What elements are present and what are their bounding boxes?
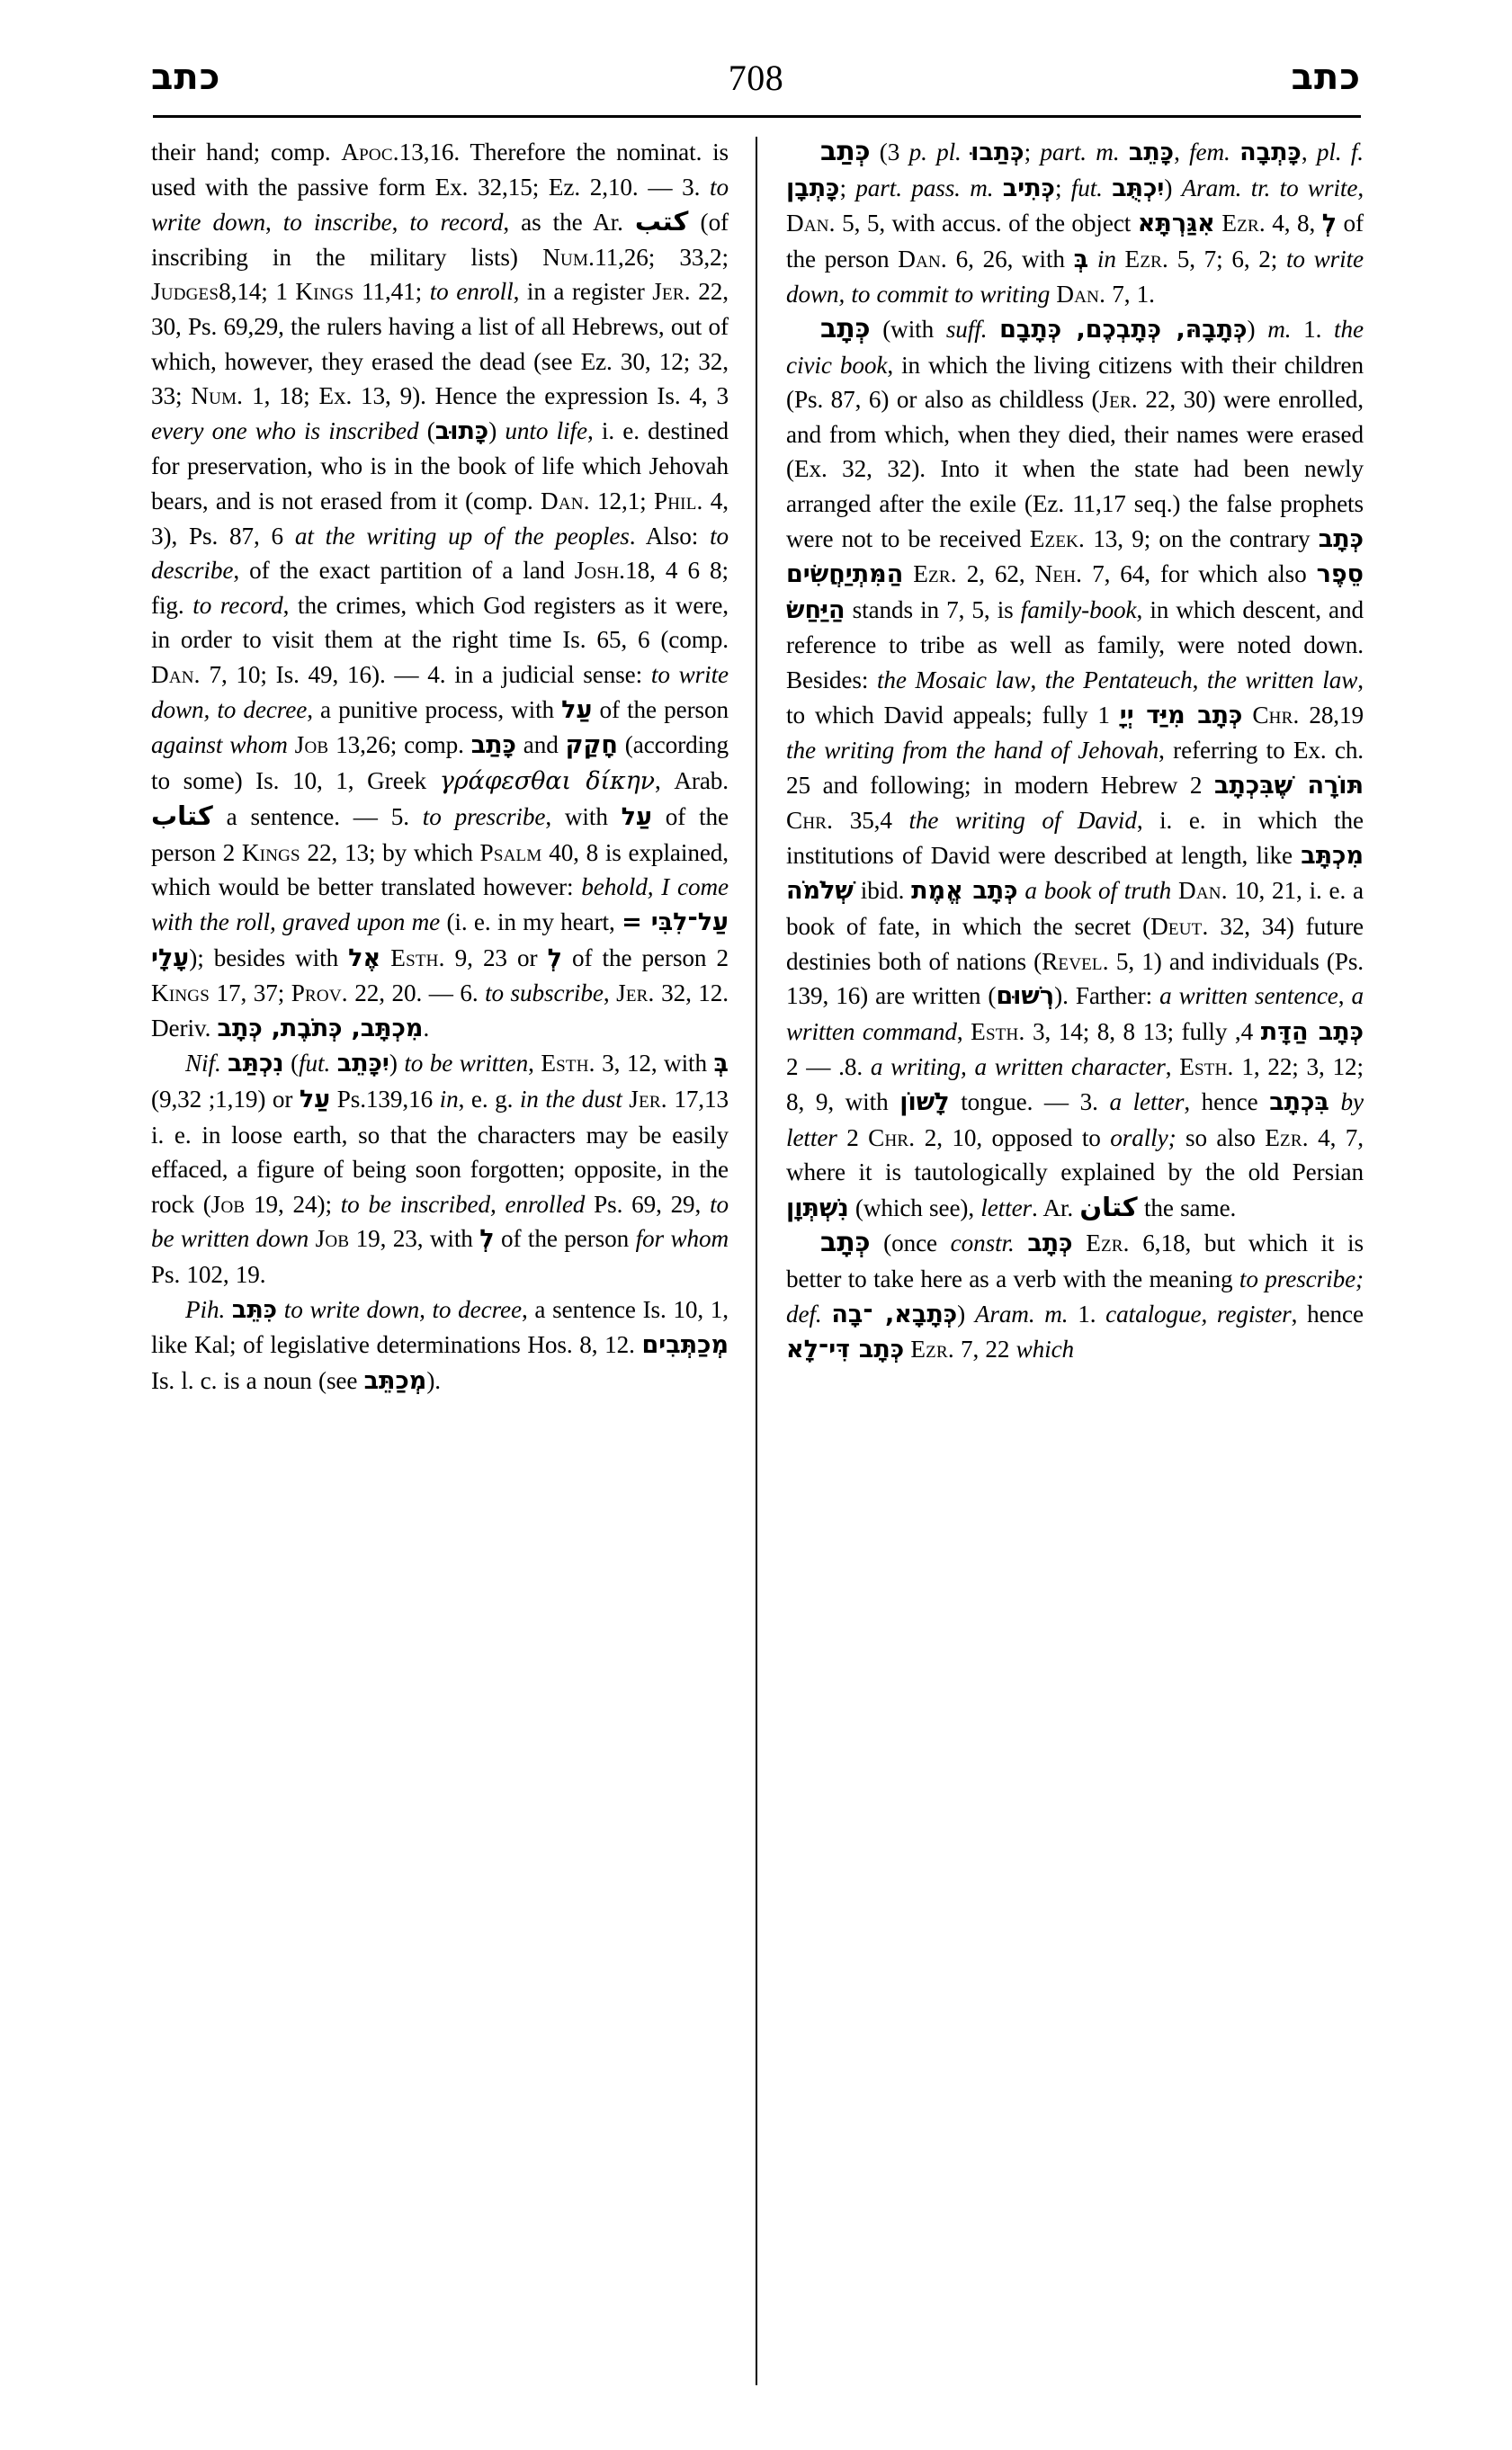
text-run: 1. [1291, 315, 1335, 343]
text-run: כְּתַב [820, 136, 871, 167]
page-number: 708 [728, 58, 784, 98]
text-run: , [265, 209, 283, 237]
text-run: Ezr. [913, 560, 957, 588]
text-run: רְשׁוּם [996, 982, 1055, 1011]
text-run: כְּתָב הַדָּת [1260, 1017, 1364, 1046]
text-run: , [391, 209, 410, 237]
text-run: of the person [786, 210, 1364, 273]
text-run: מְכַתְּבִים [641, 1331, 729, 1360]
text-run: Jer. [652, 278, 691, 306]
text-run: the writing of David [908, 807, 1137, 835]
text-run [380, 944, 390, 971]
text-run: , i. e. in which the institutions of David were described at length, like [786, 807, 1364, 869]
text-run: , [1030, 666, 1045, 693]
text-run: 32, 34) future destinies both of nations ( [786, 913, 1364, 975]
text-run: a written command [786, 982, 1364, 1045]
text-run: 7, 64, for which also [1082, 560, 1317, 588]
text-run: Deut. [1150, 913, 1209, 941]
text-run: 1, 22; 3, 12; 8, 9, with [786, 1053, 1364, 1116]
running-head-hebrew-right: כתב [1291, 57, 1361, 98]
text-run [330, 1050, 337, 1077]
text-run [1088, 246, 1097, 273]
text-run: , hence [1291, 1300, 1364, 1328]
text-run: 32, 12. Deriv. [151, 979, 729, 1042]
text-run: , [1165, 1053, 1180, 1081]
text-run: כְּתָב מִיַּד יְיָ [1119, 701, 1243, 729]
text-run: catalogue, register [1105, 1300, 1292, 1328]
text-run: a written sentence [1159, 982, 1338, 1010]
text-run: Phil. [653, 487, 703, 514]
entry-paragraph-ketab-noun [786, 312, 1364, 1226]
entry-paragraph-kal-continued [151, 135, 729, 1046]
text-run: Aram. m. [974, 1300, 1069, 1328]
text-run: the Pentateuch [1044, 666, 1193, 693]
text-run: , [1192, 666, 1207, 693]
text-run: ( [418, 416, 435, 444]
text-run: , in which the living citizens with their children (Ps. 87, 6) or also as childless ( [786, 351, 1364, 414]
text-run: אֶל [348, 943, 381, 972]
text-run: every one who is inscribed [151, 416, 419, 444]
text-run: to be written [404, 1050, 529, 1077]
text-run: Josh. [574, 557, 626, 585]
text-run: orally; [1110, 1123, 1176, 1151]
text-run: כָּתְבָן [786, 174, 840, 202]
text-run: to write down, to commit to writing [786, 245, 1364, 308]
text-run: Ps. 69, 29, [585, 1190, 711, 1218]
text-run: ; [1054, 174, 1071, 201]
text-run: Ps.139,16 [330, 1086, 440, 1113]
text-run: , the crimes, which God registers as it were, in order to visit them at the right time Is. 65, 6 (comp. [151, 591, 729, 654]
text-run: to inscribe [282, 209, 392, 237]
text-run: כָּתַב [470, 731, 516, 760]
text-run [822, 1301, 832, 1328]
text-run: . Ar. [1032, 1194, 1080, 1221]
text-run: 8,14; 1 [219, 278, 296, 306]
text-run: 6,18, but which it is better to take here as a verb with the meaning [786, 1229, 1364, 1292]
text-run: كتاب [151, 800, 213, 832]
text-run [277, 1296, 284, 1323]
text-run: . [423, 1014, 430, 1042]
text-run: Dan. [898, 245, 947, 273]
text-run: , [1357, 174, 1364, 201]
text-run: 11,26; 33,2; [595, 243, 729, 271]
text-run [225, 1296, 232, 1323]
text-run: Ezr. [1086, 1229, 1130, 1257]
text-run: עַל [299, 1086, 331, 1114]
text-run: 1, 18; Ex. 13, 9). Hence the expression Is. 4, 3 [243, 382, 729, 410]
text-run: Kings [241, 838, 300, 866]
text-run: Neh. [1034, 560, 1083, 588]
text-run: כְּתִיב [1002, 174, 1055, 202]
text-run: , [528, 1050, 541, 1077]
text-run: כְּתָב [820, 1227, 871, 1259]
text-run: so also [1176, 1123, 1266, 1151]
text-run: to record [192, 591, 283, 619]
text-run: Is. l. c. is a noun (see [151, 1366, 364, 1394]
text-run: כְּתָב אֱמֶת [911, 877, 1018, 906]
text-run: Judges [151, 278, 219, 306]
text-run: 7, 22 [953, 1336, 1016, 1364]
text-run: בְּ [713, 1050, 729, 1078]
text-run: 4, 3), Ps. 87, 6 [151, 487, 729, 550]
text-run: Job [210, 1190, 246, 1218]
text-run: יִכָּתֵב [336, 1050, 389, 1078]
text-run [993, 174, 1002, 201]
text-run: (3 [870, 139, 909, 165]
text-run: , Arab. [655, 766, 729, 794]
text-run: to write down [151, 173, 729, 237]
text-run: behold, I come with the roll, graved upon me [151, 873, 729, 936]
text-run: (i. e. in my heart, [440, 908, 622, 936]
text-run: , [1338, 982, 1352, 1010]
text-run: , [1174, 139, 1190, 165]
text-run: a writing, a written character [870, 1053, 1166, 1081]
text-run: 6, 26, with [946, 245, 1074, 273]
text-run: Ezr. [910, 1336, 954, 1364]
text-run: חָקַק [565, 731, 618, 760]
text-run: , with [545, 803, 622, 831]
text-run: stands in 7, 5, is [845, 595, 1021, 623]
text-run: מְכַתֵּב [363, 1366, 427, 1395]
text-run [288, 731, 295, 758]
text-run: ) [957, 1300, 975, 1328]
text-run: סֵפֶר הַיַּחַשׂ [786, 560, 1364, 624]
text-run: their hand; comp. [151, 139, 342, 165]
text-run: 17, 37; [209, 979, 291, 1007]
text-run: לָשׁוֹן [899, 1088, 950, 1117]
text-run: (according to some) Is. 10, 1, Greek [151, 731, 729, 794]
running-head [151, 59, 1361, 113]
text-run: 2 [837, 1123, 869, 1151]
text-run: constr. [950, 1229, 1015, 1257]
text-run: to write down, to decree [151, 660, 729, 723]
text-run: נִכְתַּב [228, 1050, 284, 1078]
text-run: 1 [1097, 701, 1253, 729]
text-run: to be written down [151, 1190, 729, 1253]
running-head-hebrew-left: כתב [151, 57, 221, 98]
text-run: 2, 62, [956, 560, 1035, 588]
text-run: Pih. [185, 1295, 226, 1323]
text-run: כְּתָב [820, 312, 871, 344]
text-run: 22, 20. — 6. [347, 979, 486, 1007]
text-run: of the person 2 [151, 803, 729, 866]
text-run: Ezr. [1221, 210, 1266, 237]
text-run: to describe [151, 522, 729, 585]
text-run: to write down, to decree [283, 1295, 522, 1323]
text-run: Jer. [629, 1086, 667, 1113]
text-run: ibid. [853, 877, 912, 905]
left-column [151, 135, 732, 2392]
text-run: 2, 10, opposed to [915, 1123, 1111, 1151]
text-run: Dan. [151, 660, 201, 688]
text-run: כָּתְבָה [1239, 139, 1302, 166]
text-run: , as the Ar. [503, 209, 635, 237]
text-run: Apoc. [341, 139, 399, 165]
text-run: עַל [621, 803, 652, 832]
right-column [781, 135, 1364, 2392]
text-run: 7, 1. [1105, 281, 1155, 308]
text-run: Chr. [868, 1123, 916, 1151]
text-run: Ezr. [1124, 245, 1169, 273]
text-run: 3, 12, with [595, 1050, 714, 1077]
text-run: Job [294, 731, 329, 759]
text-run: to prescribe; def. [786, 1265, 1364, 1328]
text-run: Esth. [1179, 1053, 1234, 1081]
text-run [1171, 877, 1178, 904]
text-run: and [515, 731, 566, 759]
text-run: 7, 10; Is. 49, 16). — 4. in a judicial sense: [200, 660, 651, 688]
text-run: Dan. [541, 487, 590, 514]
text-run: , a punitive process, with [307, 695, 562, 723]
header-rule [153, 115, 1361, 118]
text-run: ; [1024, 139, 1041, 165]
text-run: (with [870, 315, 946, 343]
text-run: עַל־לִבִּי = עָלָי [151, 908, 729, 972]
text-run: Kings [151, 979, 210, 1007]
text-run: כָּתֵב [1128, 139, 1175, 166]
text-run: 17,13 i. e. in loose earth, so that the characters may be easily effaced, a figure of being soon forgotten; opposite, in the rock ( [151, 1086, 729, 1218]
text-run: ) [488, 416, 505, 444]
entry-paragraph-aramaic-verb [786, 135, 1364, 312]
text-run: (once [870, 1229, 951, 1257]
text-run: suff. [945, 315, 988, 343]
text-run: by letter [786, 1088, 1364, 1151]
text-run: Psalm [479, 838, 542, 866]
text-run: כְּתַבוּ [971, 139, 1024, 166]
text-run: in the dust [519, 1086, 622, 1113]
text-run: for whom [635, 1225, 729, 1253]
text-run: Esth. [541, 1050, 595, 1077]
text-run: Chr. [786, 807, 834, 835]
text-run: 10, 21, i. e. a book of fate, in which the secret ( [786, 877, 1364, 941]
text-run: , i. e. destined for preservation, who is in the book of life which Jehovah bears, and is not erased from it (comp. [151, 416, 729, 514]
entry-paragraph-piel [151, 1292, 729, 1399]
text-run: the writing from the hand of Jehovah [786, 737, 1159, 765]
text-run: 19, 23, with [349, 1225, 480, 1253]
text-run: كتب [634, 206, 689, 237]
text-run: 4, 8, [1265, 210, 1322, 237]
text-run: 11,41; [353, 278, 430, 306]
text-run: Kings [295, 278, 354, 306]
text-run: Dan. [1056, 281, 1106, 308]
text-run: of the person 2 [561, 943, 729, 971]
text-run [1103, 174, 1112, 201]
text-run: Num. [191, 382, 244, 410]
entry-paragraph-niphal [151, 1046, 729, 1292]
text-run: كتان [1079, 1191, 1138, 1222]
text-run: fut. [1070, 174, 1103, 201]
text-run [1230, 139, 1239, 165]
text-run: γράφεσθαι δίκην [439, 766, 655, 795]
text-run: כִּתֵּב [231, 1295, 278, 1324]
text-run: to be inscribed, enrolled [340, 1190, 586, 1218]
text-run: the Mosaic law [876, 666, 1031, 693]
text-run: which [1015, 1336, 1075, 1364]
text-run: נִשְׁתְּוָן [786, 1194, 849, 1222]
text-run: against whom [151, 731, 288, 759]
text-run: ; [839, 174, 856, 201]
text-run: Ezr. [1265, 1123, 1309, 1151]
text-run: מִכְתָּב שְׁלֹמֹה [786, 841, 1364, 906]
text-run [309, 1225, 315, 1252]
text-run: in [439, 1086, 459, 1113]
text-run: fem. [1189, 139, 1230, 165]
text-run: a letter [1109, 1088, 1185, 1116]
text-run: ). [426, 1366, 441, 1394]
text-run [1073, 1229, 1087, 1256]
text-run: 40, 8 is explained, which would be better translated however: [151, 838, 729, 901]
text-run [1015, 1229, 1028, 1256]
text-run [1329, 1088, 1341, 1115]
text-run: at the writing up of the peoples [294, 522, 630, 550]
text-run: (which see), [848, 1194, 981, 1221]
text-run: Aram. tr. to write [1181, 174, 1358, 201]
text-run [1116, 246, 1125, 273]
text-run: Prov. [291, 979, 348, 1007]
text-run: 5, 1) and individuals (Ps. 139, 16) are written ( [786, 947, 1364, 1010]
text-run: כְּתָב [1027, 1229, 1073, 1258]
text-run: , of the exact partition of a land [233, 557, 575, 585]
text-run: , a sentence Is. 10, 1, like Kal; of legislative determinations Hos. 8, 12. [151, 1295, 729, 1359]
text-run: the civic book [786, 315, 1364, 379]
text-run: family-book [1020, 595, 1137, 623]
text-run: 5, 5, with accus. of the object [835, 210, 1138, 237]
text-run: 3, 14; 8, 8 13; fully [1024, 1017, 1235, 1045]
text-run [1120, 139, 1129, 165]
text-run: 12,1; [589, 487, 654, 514]
text-run: the written law [1206, 666, 1358, 693]
text-run: ) [1247, 315, 1268, 343]
text-run: 5, 7; 6, 2; [1168, 245, 1286, 273]
body-columns [151, 135, 1364, 2392]
text-run: Jer. [616, 979, 655, 1007]
text-run: to record [409, 209, 504, 237]
text-run: בְּ [1073, 245, 1089, 273]
text-run: 19, 24); [245, 1190, 341, 1218]
text-run: כָּתוּב [434, 416, 489, 445]
text-run: unto life [505, 416, 587, 444]
text-run: כְּתָבָהּ, כְּתָבְכֶם, כְּתָבָם [999, 315, 1248, 344]
text-run: of the person [592, 695, 729, 723]
text-run [987, 316, 999, 343]
text-run: יִכְתֻּב [1112, 174, 1165, 202]
text-run: כְּתָב הַמִּתְיַחֲשִׂים [786, 524, 1364, 589]
text-run: Dan. [1178, 877, 1228, 905]
text-run: 13,26; comp. [328, 731, 471, 759]
text-run: , to which David appeals; fully [786, 666, 1364, 729]
text-run: pl. f. [1316, 139, 1364, 165]
text-run: tongue. — 3. [949, 1088, 1110, 1116]
text-run: עַל [561, 695, 593, 724]
text-run: לְ [479, 1225, 495, 1254]
text-run: , in which descent, and reference to tribe as well as family, were noted down. Besides: [786, 595, 1364, 693]
text-run: a sentence. — 5. [212, 803, 423, 831]
text-run: the same. [1137, 1194, 1237, 1221]
text-run: 22, 13; by which [300, 838, 480, 866]
text-run: בִּכְתָב [1269, 1088, 1329, 1117]
text-run: Num. [542, 243, 595, 271]
text-run: Esth. [971, 1017, 1025, 1045]
text-run: אִגַּרְתָּא [1137, 210, 1215, 238]
text-run: , [1301, 139, 1317, 165]
text-run: in [1096, 245, 1116, 273]
text-run: m. [1267, 315, 1292, 343]
text-run: 35,4 [833, 807, 909, 835]
text-run: Nif. [185, 1050, 221, 1077]
text-run: מִכְתָּב, כְּתֹבֶת, כְּתָב [217, 1014, 424, 1042]
text-run: letter [980, 1194, 1033, 1221]
text-run: (1,19; 9,32) or [151, 1086, 300, 1113]
text-run: Esth. [390, 943, 445, 971]
text-run: , e. g. [458, 1086, 520, 1113]
text-run: Dan. [786, 210, 836, 237]
text-run: Revel. [1042, 947, 1109, 975]
text-run: 22, 30) were enrolled, and from which, when they died, their names were erased (Ex. 32, 32). Into it when the state had been newly arranged after the exile (Ez. 11,17 seq.) the false prophets were not to be received [786, 386, 1364, 552]
text-run: 13,16. Therefore the nominat. is used with the passive form Ex. 32,15; Ez. 2,10. — 3. [151, 139, 729, 201]
text-run [962, 139, 971, 165]
text-run: ). Farther: [1054, 982, 1160, 1010]
text-run: ) [389, 1050, 405, 1077]
text-run: 28,19 [1299, 701, 1364, 729]
text-run: ); besides with [189, 943, 349, 971]
text-run: 22, 30, Ps. 69,29, the rulers having a list of all Hebrews, out of which, however, they erased the dead (see Ez. 30, 12; 32, 33; [151, 278, 729, 410]
text-run [903, 560, 913, 587]
text-run: , in a register [513, 278, 653, 306]
text-run: , [603, 979, 617, 1007]
text-run: Job [315, 1225, 350, 1253]
text-run: part. pass. m. [855, 174, 994, 201]
text-run: ( [283, 1050, 300, 1077]
text-run: לְ [1321, 210, 1338, 238]
text-run: Chr. [1252, 701, 1300, 729]
text-run: 18, 4 6 8; fig. [151, 557, 729, 619]
text-run: לְ [547, 943, 562, 972]
entry-paragraph-ketab-aram [786, 1226, 1364, 1367]
text-run: ) [1164, 174, 1182, 201]
text-run: כְּתָב דִּי־לָא [786, 1336, 905, 1364]
text-run: 4, 8. — 2. [786, 1017, 1261, 1081]
text-run: to prescribe [422, 803, 546, 831]
text-run: (of inscribing in the military lists) [151, 209, 729, 271]
text-run: , [956, 1017, 971, 1045]
text-run: . Also: [629, 522, 711, 550]
text-run: part. m. [1040, 139, 1120, 165]
text-run: Ps. 102, 19. [151, 1261, 266, 1288]
text-run: to subscribe [485, 979, 604, 1007]
text-run: , referring to Ex. ch. 25 and following; in modern Hebrew [786, 737, 1364, 799]
text-run: , hence [1184, 1088, 1270, 1116]
text-run: 2 [1189, 771, 1215, 799]
text-run: 13, 9; on the contrary [1085, 524, 1319, 552]
text-run: p. pl. [908, 139, 962, 165]
text-run: fut. [299, 1050, 331, 1077]
text-run: 4, 7, where it is tautologically explained by the old Persian [786, 1123, 1364, 1186]
text-run: 9, 23 or [444, 943, 548, 971]
text-run: Ezek. [1029, 524, 1086, 552]
text-run: תּוֹרָה שֶׁבִּכְתָב [1214, 771, 1364, 800]
text-run: Jer. [1099, 386, 1138, 414]
text-run: כְּתָבָא, ־בָה [831, 1300, 958, 1328]
text-run: a book of truth [1024, 877, 1172, 905]
text-run: 1. [1068, 1300, 1106, 1328]
text-run: to enroll [429, 278, 514, 306]
text-run: of the person [494, 1225, 636, 1253]
